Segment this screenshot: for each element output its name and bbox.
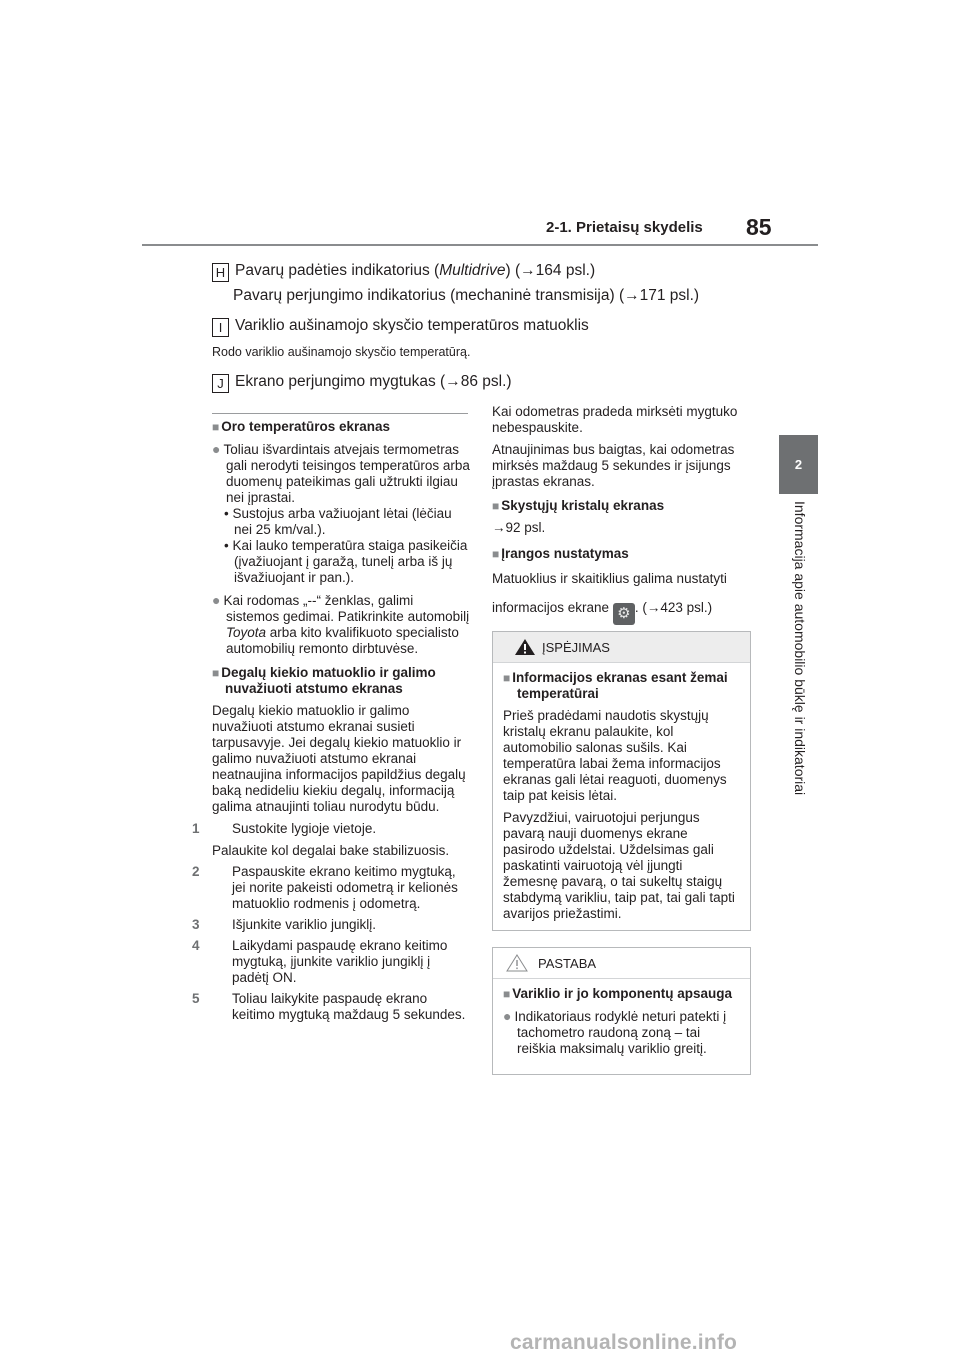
- oro-bullet-2: [212, 592, 470, 657]
- left-column: [192, 419, 470, 1023]
- step-2: [192, 864, 470, 912]
- square-bullet-icon: ■: [503, 671, 511, 685]
- odometer-paragraph-2: Atnaujinimas bus baigtas, kai odometras mirksės maždaug 5 sekundes ir įsijungs įprastas ekranas.: [492, 442, 735, 489]
- chapter-tab: [779, 435, 818, 494]
- setup-heading: [492, 546, 750, 562]
- indicator-i-line: [212, 317, 589, 337]
- column-divider: [212, 413, 468, 414]
- setup-heading-text: Įrangos nustatymas: [501, 546, 629, 561]
- degalu-paragraph: Degalų kiekio matuoklio ir galimo nuvažiuoti atstumo ekranai susieti tarpusavyje. Jei degalų kiekio matuoklio ir galimo nuvažiuoti atstumo ekranai neatnaujina informacijos papildžius degalų baką nedideliu kiekiu degalų, informaciją galima atnaujinti toliau nurodytu būdu.: [212, 703, 466, 814]
- note-heading: [503, 986, 740, 1002]
- step-1: [192, 821, 470, 837]
- oro-bullet-2-italic: Toyota: [226, 625, 267, 640]
- step-1-note: Palaukite kol degalai bake stabilizuosis.: [212, 843, 450, 858]
- setup-line-2-post: . (→423 psl.): [634, 600, 713, 615]
- step-3: [192, 917, 470, 933]
- lcd-reference: →92 psl.: [492, 520, 546, 535]
- square-bullet-icon: ■: [503, 987, 511, 1001]
- lcd-heading-text: Skystųjų kristalų ekranas: [501, 498, 665, 513]
- round-bullet-icon: ●: [503, 1008, 512, 1024]
- indicator-h-text-post: ) (→164 psl.): [505, 262, 596, 279]
- warning-triangle-icon: [514, 638, 536, 656]
- step-1-text: Sustokite lygioje vietoje.: [232, 821, 377, 836]
- round-bullet-icon: ●: [212, 441, 221, 457]
- step-4-number: 4: [192, 938, 200, 953]
- step-2-text: Paspauskite ekrano keitimo mygtuką, jei norite pakeisti odometrą ir kelionės matuoklio rodmenis į odometrą.: [232, 864, 458, 911]
- square-bullet-icon: ■: [212, 420, 220, 434]
- setup-line-2-pre: informacijos ekrane: [492, 600, 610, 615]
- note-title: PASTABA: [538, 955, 597, 971]
- warning-panel-header: [493, 632, 750, 663]
- site-watermark: carmanualsonline.info: [510, 1331, 738, 1354]
- indicator-h-line: [212, 262, 595, 282]
- indicator-i-description: Rodo variklio aušinamojo skysčio temperatūrą.: [212, 345, 471, 359]
- step-1-number: 1: [192, 821, 200, 836]
- warning-panel: [492, 631, 751, 931]
- page-number: 85: [746, 214, 772, 240]
- oro-bullet-2-pre: Kai rodomas „--“ ženklas, galimi sistemos gedimai. Patikrinkite automobilį: [223, 593, 470, 624]
- note-triangle-icon: [506, 954, 528, 972]
- note-heading-text: Variklio ir jo komponentų apsauga: [512, 986, 733, 1001]
- setup-line-2: [492, 600, 750, 625]
- right-column: [492, 404, 750, 625]
- note-panel-header: [493, 948, 750, 979]
- note-panel: [492, 947, 751, 1075]
- warning-panel-body: [493, 663, 750, 930]
- note-panel-body: [493, 979, 750, 1065]
- step-5-number: 5: [192, 991, 200, 1006]
- degalu-heading: [212, 665, 470, 697]
- indicator-h-text-pre: Pavarų padėties indikatorius (: [235, 262, 440, 279]
- step-3-text: Išjunkite variklio jungiklį.: [232, 917, 377, 932]
- header-divider: [142, 244, 818, 246]
- odometer-paragraph-1: Kai odometras pradeda mirksėti mygtuko nebespauskite.: [492, 404, 738, 435]
- chapter-tab-number: 2: [794, 457, 803, 472]
- step-5-text: Toliau laikykite paspaudę ekrano keitimo mygtuką maždaug 5 sekundes.: [232, 991, 466, 1022]
- label-i-box: I: [212, 318, 229, 337]
- oro-sub-1: • Sustojus arba važiuojant lėtai (lėčiau nei 25 km/val.).: [224, 506, 452, 537]
- warning-heading-text: Informacijos ekranas esant žemai temperatūrai: [512, 670, 728, 701]
- oro-bullet-2-post: arba kito kvalifikuoto specialisto automobilių remonto dirbtuvėse.: [226, 625, 459, 656]
- step-5: [192, 991, 470, 1023]
- indicator-i-text: Variklio aušinamojo skysčio temperatūros matuoklis: [235, 317, 589, 334]
- warning-title: ĮSPĖJIMAS: [542, 639, 610, 655]
- note-bullet: [503, 1008, 740, 1057]
- step-4-text: Laikydami paspaudę ekrano keitimo mygtuką, įjunkite variklio jungiklį į padėtį ON.: [232, 938, 448, 985]
- label-j-box: J: [212, 374, 229, 393]
- oro-heading-text: Oro temperatūros ekranas: [221, 419, 391, 434]
- indicator-h-italic: Multidrive: [439, 262, 506, 279]
- label-h-box: H: [212, 263, 229, 282]
- step-3-number: 3: [192, 917, 200, 932]
- oro-bullet-1: [212, 441, 470, 506]
- chapter-side-title: Informacija apie automobilio būklę ir indikatoriai: [792, 501, 808, 796]
- step-2-number: 2: [192, 864, 200, 879]
- step-4: [192, 938, 470, 986]
- settings-gear-icon: ⚙: [613, 603, 635, 625]
- oro-bullet-1-text: Toliau išvardintais atvejais termometras gali nerodyti teisingos temperatūros arba duomenų pateikimas gali užtrukti ilgiau nei įprastai.: [223, 442, 470, 505]
- oro-sub-2: • Kai lauko temperatūra staiga pasikeičia (įvažiuojant į garažą, tunelį arba iš jų išvažiuojant ir pan.).: [224, 538, 468, 585]
- round-bullet-icon: ●: [212, 592, 221, 608]
- note-bullet-text: Indikatoriaus rodyklė neturi patekti į tachometro raudoną zoną – tai reiškia maksimalų variklio greitį.: [514, 1009, 727, 1056]
- header-section-title: 2-1. Prietaisų skydelis: [546, 219, 703, 236]
- setup-line-1: Matuoklius ir skaitiklius galima nustatyti: [492, 571, 727, 586]
- square-bullet-icon: ■: [212, 666, 220, 680]
- square-bullet-icon: ■: [492, 499, 500, 513]
- indicator-h-line2: Pavarų perjungimo indikatorius (mechaninė transmisija) (→171 psl.): [233, 287, 700, 304]
- warning-paragraph-2: Pavyzdžiui, vairuotojui perjungus pavarą nauji duomenys ekrane pasirodo uždelstai. Uždelsimas gali paskatinti vairuotoją vėl įjungti žemesnę pavarą, o tai sukeltų staigų stabdymą varikliu, taip pat, tai gali tapti avarijos priežastimi.: [503, 810, 735, 921]
- indicator-j-line: [212, 373, 512, 393]
- lcd-heading: [492, 498, 750, 514]
- indicator-j-text: Ekrano perjungimo mygtukas (→86 psl.): [235, 373, 512, 390]
- warning-paragraph-1: Prieš pradėdami naudotis skystųjų kristalų ekranu palaukite, kol automobilio salonas sušils. Kai temperatūra labai žema informacijos ekranas gali lėtai reaguoti, duomenys taip pat keisis lėtai.: [503, 708, 727, 803]
- degalu-heading-text: Degalų kiekio matuoklio ir galimo nuvažiuoti atstumo ekranas: [221, 665, 436, 696]
- warning-heading: [503, 670, 740, 702]
- oro-heading: [212, 419, 470, 435]
- square-bullet-icon: ■: [492, 547, 500, 561]
